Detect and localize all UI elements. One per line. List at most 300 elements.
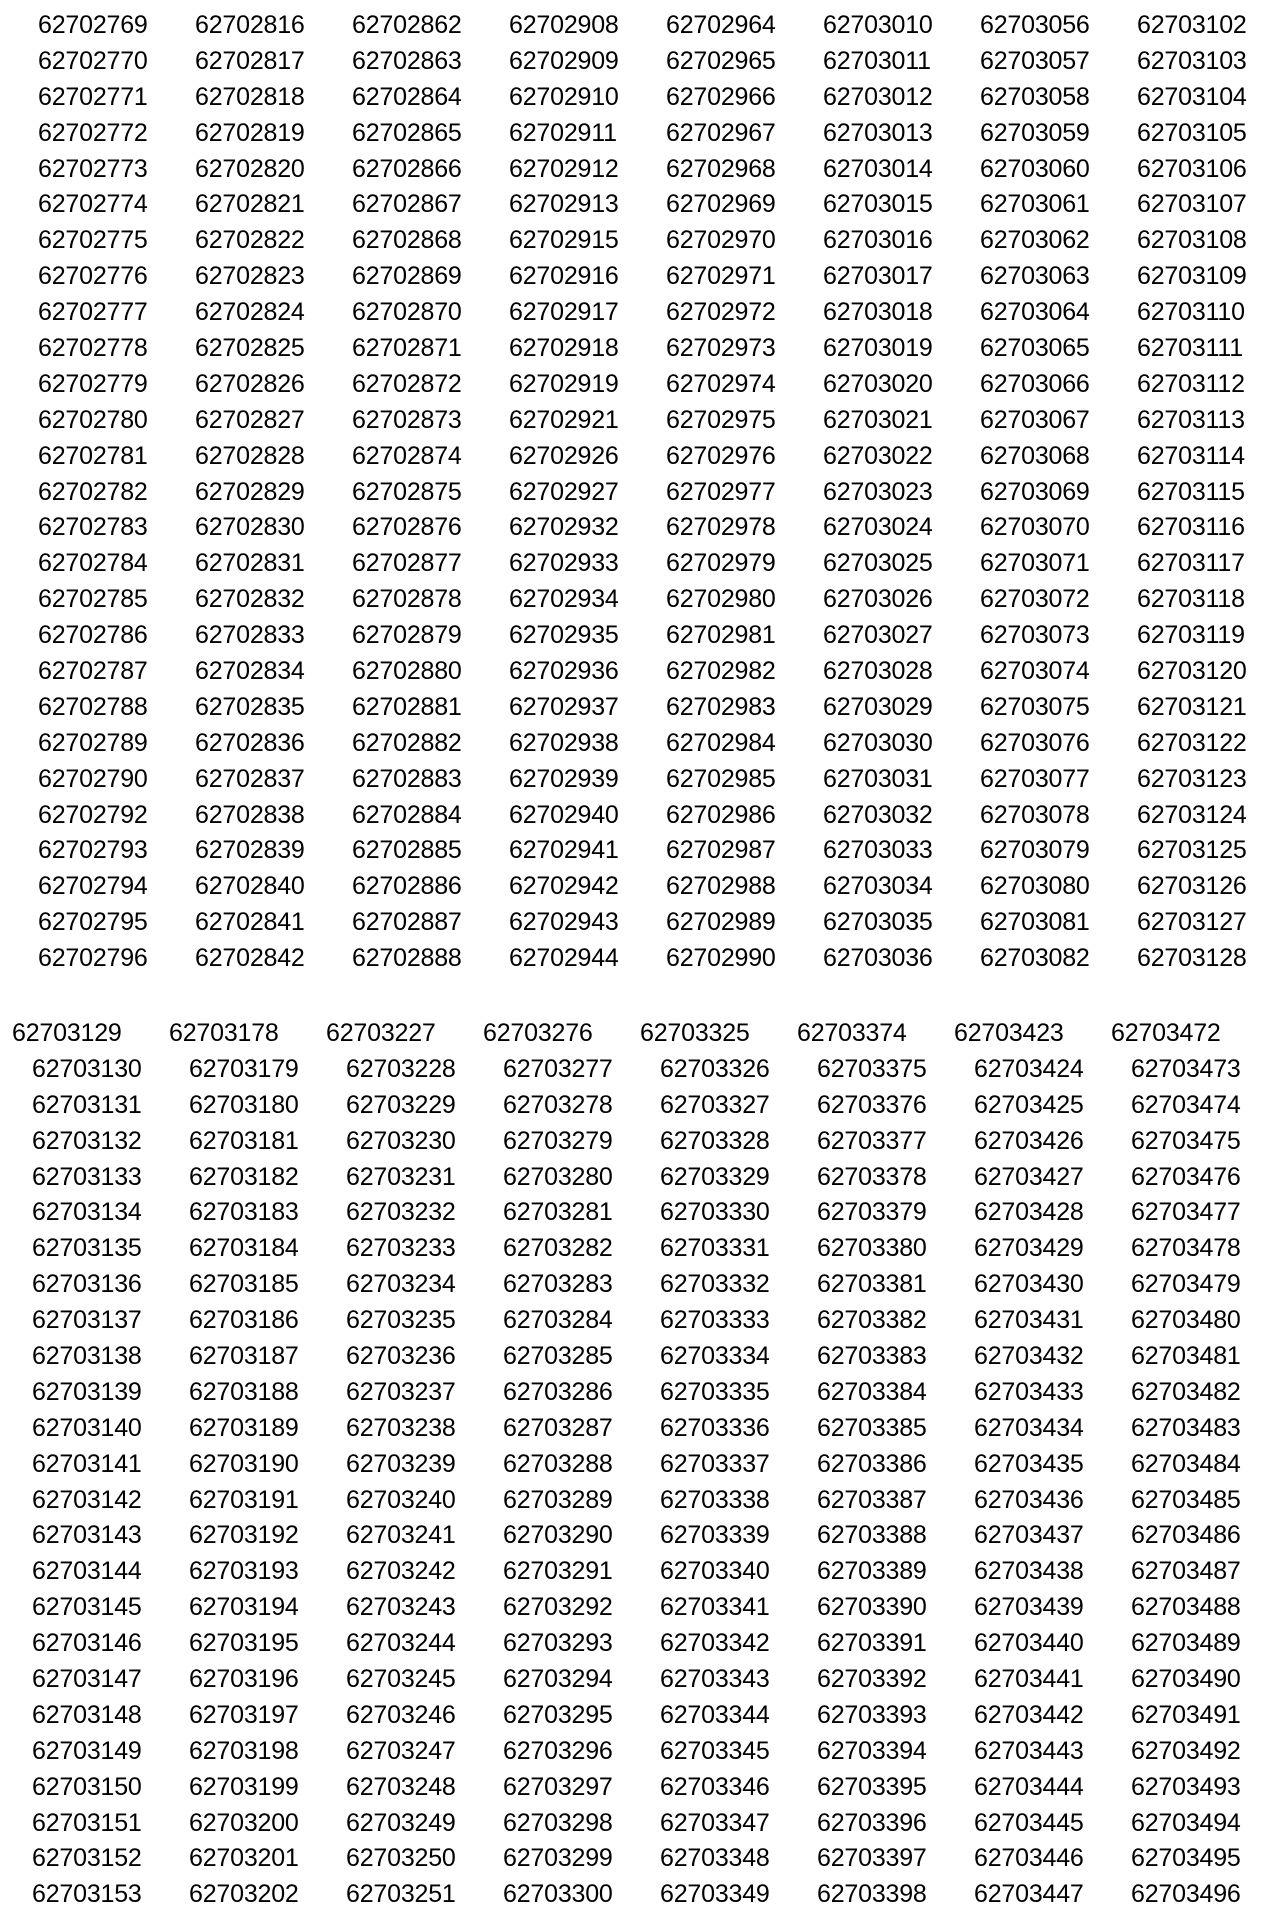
table-cell: 62703428 (974, 1198, 1084, 1227)
table-cell: 62703344 (660, 1700, 770, 1729)
table-cell: 62703229 (346, 1090, 456, 1119)
table-cell: 62703379 (817, 1198, 927, 1227)
table-cell: 62703022 (823, 441, 933, 470)
table-cell: 62702882 (352, 728, 462, 757)
table-row (0, 726, 1280, 762)
table-cell: 62703197 (189, 1700, 299, 1729)
table-cell: 62703283 (503, 1270, 613, 1299)
table-cell: 62702879 (352, 621, 462, 650)
table-cell: 62703425 (974, 1090, 1084, 1119)
table-cell: 62702981 (666, 621, 776, 650)
table-cell: 62703439 (974, 1593, 1084, 1622)
table-cell: 62703244 (346, 1629, 456, 1658)
table-cell: 62703134 (32, 1198, 142, 1227)
table-cell: 62703298 (503, 1808, 613, 1837)
table-cell: 62703141 (32, 1449, 142, 1478)
table-cell: 62703296 (503, 1736, 613, 1765)
table-cell: 62703279 (503, 1126, 613, 1155)
table-cell: 62702881 (352, 692, 462, 721)
table-cell: 62703382 (817, 1306, 927, 1335)
table-cell: 62703142 (32, 1485, 142, 1514)
header-cell: 62703325 (640, 1019, 750, 1047)
table-cell: 62703062 (980, 226, 1090, 255)
header-cell: 62702908 (509, 11, 619, 39)
table-cell: 62702825 (195, 334, 305, 363)
table-row (0, 1554, 1280, 1590)
table-cell: 62702911 (509, 118, 617, 147)
table-row (0, 223, 1280, 259)
table-cell: 62703289 (503, 1485, 613, 1514)
table-row (0, 618, 1280, 654)
table-row (0, 1483, 1280, 1519)
table-cell: 62702969 (666, 190, 776, 219)
table-cell: 62703287 (503, 1413, 613, 1442)
table-cell: 62703345 (660, 1736, 770, 1765)
table-row (0, 1841, 1280, 1877)
table-cell: 62703073 (980, 621, 1090, 650)
table-cell: 62703121 (1137, 692, 1247, 721)
table-cell: 62702987 (666, 836, 776, 865)
table-cell: 62703195 (189, 1629, 299, 1658)
table-cell: 62702772 (38, 118, 148, 147)
table-cell: 62702842 (195, 944, 305, 973)
table-cell: 62703248 (346, 1772, 456, 1801)
table-cell: 62703031 (823, 764, 933, 793)
table-cell: 62702878 (352, 585, 462, 614)
table-cell: 62703025 (823, 549, 933, 578)
table-cell: 62703021 (823, 405, 933, 434)
table-cell: 62702831 (195, 549, 305, 578)
table-cell: 62702790 (38, 764, 148, 793)
table-cell: 62703477 (1131, 1198, 1241, 1227)
table-cell: 62702789 (38, 728, 148, 757)
table-cell: 62702933 (509, 549, 619, 578)
table-cell: 62702985 (666, 764, 776, 793)
table-cell: 62703290 (503, 1521, 613, 1550)
table-cell: 62702986 (666, 800, 776, 829)
table-cell: 62702771 (38, 82, 148, 111)
table-cell: 62702940 (509, 800, 619, 829)
table-cell: 62702841 (195, 908, 305, 937)
table-cell: 62703190 (189, 1449, 299, 1478)
table-cell: 62703067 (980, 405, 1090, 434)
table-row (0, 1662, 1280, 1698)
table-cell: 62703378 (817, 1162, 927, 1191)
table-cell: 62703057 (980, 46, 1090, 75)
table-cell: 62703235 (346, 1306, 456, 1335)
table-cell: 62703489 (1131, 1629, 1241, 1658)
table-cell: 62703104 (1137, 82, 1247, 111)
table-cell: 62703326 (660, 1054, 770, 1083)
table-cell: 62703480 (1131, 1306, 1241, 1335)
table-cell: 62702877 (352, 549, 462, 578)
table-cell: 62703478 (1131, 1234, 1241, 1263)
table-cell: 62703251 (346, 1880, 456, 1909)
table-cell: 62702786 (38, 621, 148, 650)
table-cell: 62703027 (823, 621, 933, 650)
table-cell: 62703196 (189, 1665, 299, 1694)
table-cell: 62703431 (974, 1306, 1084, 1335)
table-cell: 62703079 (980, 836, 1090, 865)
table-cell: 62702840 (195, 872, 305, 901)
table-cell: 62703346 (660, 1772, 770, 1801)
table-row (0, 1267, 1280, 1303)
table-cell: 62703438 (974, 1557, 1084, 1586)
table-row (0, 187, 1280, 223)
table-cell: 62703153 (32, 1880, 142, 1909)
table-cell: 62703237 (346, 1377, 456, 1406)
table-cell: 62702869 (352, 262, 462, 291)
table-cell: 62703059 (980, 118, 1090, 147)
table-cell: 62703140 (32, 1413, 142, 1442)
table-cell: 62703377 (817, 1126, 927, 1155)
table-cell: 62703327 (660, 1090, 770, 1119)
table-cell: 62703340 (660, 1557, 770, 1586)
table-cell: 62702983 (666, 692, 776, 721)
table-cell: 62702783 (38, 513, 148, 542)
table-cell: 62702867 (352, 190, 462, 219)
table-cell: 62703389 (817, 1557, 927, 1586)
table-row (0, 941, 1280, 977)
table-cell: 62703294 (503, 1665, 613, 1694)
table-cell: 62703078 (980, 800, 1090, 829)
table-cell: 62703381 (817, 1270, 927, 1299)
table-cell: 62702943 (509, 908, 619, 937)
table-row (0, 690, 1280, 726)
table-cell: 62702970 (666, 226, 776, 255)
table-cell: 62702788 (38, 692, 148, 721)
table-cell: 62703390 (817, 1593, 927, 1622)
table-cell: 62703103 (1137, 46, 1247, 75)
table-cell: 62703495 (1131, 1844, 1241, 1873)
table-row (0, 582, 1280, 618)
header-cell: 62703129 (12, 1019, 122, 1047)
table-cell: 62703015 (823, 190, 933, 219)
table-cell: 62702828 (195, 441, 305, 470)
table-cell: 62702866 (352, 154, 462, 183)
table-cell: 62703482 (1131, 1377, 1241, 1406)
table-cell: 62703080 (980, 872, 1090, 901)
table-cell: 62703181 (189, 1126, 299, 1155)
header-cell: 62702862 (352, 11, 462, 39)
table-cell: 62702990 (666, 944, 776, 973)
table-cell: 62703060 (980, 154, 1090, 183)
table-cell: 62702919 (509, 369, 619, 398)
table-cell: 62703440 (974, 1629, 1084, 1658)
table-row (0, 1195, 1280, 1231)
table-cell: 62703069 (980, 477, 1090, 506)
table-cell: 62702978 (666, 513, 776, 542)
table-cell: 62702875 (352, 477, 462, 506)
table-cell: 62702934 (509, 585, 619, 614)
table-cell: 62702820 (195, 154, 305, 183)
table-cell: 62702976 (666, 441, 776, 470)
table-cell: 62702968 (666, 154, 776, 183)
table-cell: 62702988 (666, 872, 776, 901)
table-cell: 62702971 (666, 262, 776, 291)
table-row (0, 1806, 1280, 1842)
table-cell: 62703137 (32, 1306, 142, 1335)
table-cell: 62702779 (38, 369, 148, 398)
table-cell: 62702794 (38, 872, 148, 901)
table-cell: 62703020 (823, 369, 933, 398)
table-cell: 62702787 (38, 657, 148, 686)
table-cell: 62703333 (660, 1306, 770, 1335)
table-cell: 62702885 (352, 836, 462, 865)
table-row (0, 762, 1280, 798)
table-cell: 62703332 (660, 1270, 770, 1299)
table-cell: 62702834 (195, 657, 305, 686)
table-cell: 62702941 (509, 836, 619, 865)
table-cell: 62703494 (1131, 1808, 1241, 1837)
table-cell: 62703492 (1131, 1736, 1241, 1765)
table-cell: 62703426 (974, 1126, 1084, 1155)
table-cell: 62703200 (189, 1808, 299, 1837)
table-cell: 62703058 (980, 82, 1090, 111)
table-cell: 62702880 (352, 657, 462, 686)
header-cell: 62702816 (195, 11, 305, 39)
header-cell: 62703227 (326, 1019, 436, 1047)
table-cell: 62703033 (823, 836, 933, 865)
header-cell: 62703102 (1137, 11, 1247, 39)
table-cell: 62703013 (823, 118, 933, 147)
table-cell: 62703491 (1131, 1700, 1241, 1729)
table-cell: 62702932 (509, 513, 619, 542)
table-cell: 62703242 (346, 1557, 456, 1586)
table-row (0, 367, 1280, 403)
table-row (0, 1626, 1280, 1662)
table-cell: 62703247 (346, 1736, 456, 1765)
table-cell: 62703061 (980, 190, 1090, 219)
table-cell: 62703152 (32, 1844, 142, 1873)
table-cell: 62703183 (189, 1198, 299, 1227)
table-cell: 62702888 (352, 944, 462, 973)
table-cell: 62702792 (38, 800, 148, 829)
table-cell: 62702982 (666, 657, 776, 686)
table-cell: 62703335 (660, 1377, 770, 1406)
table-cell: 62703191 (189, 1485, 299, 1514)
table-cell: 62703186 (189, 1306, 299, 1335)
header-cell: 62703423 (954, 1019, 1064, 1047)
table-cell: 62702826 (195, 369, 305, 398)
table-row (0, 259, 1280, 295)
table-row (0, 1411, 1280, 1447)
table-cell: 62703473 (1131, 1054, 1241, 1083)
table-cell: 62703341 (660, 1593, 770, 1622)
table-cell: 62703138 (32, 1342, 142, 1371)
table-cell: 62703444 (974, 1772, 1084, 1801)
table-cell: 62703232 (346, 1198, 456, 1227)
table-cell: 62702776 (38, 262, 148, 291)
table-cell: 62703114 (1137, 441, 1245, 470)
table-cell: 62703106 (1137, 154, 1247, 183)
table-cell: 62702782 (38, 477, 148, 506)
table-cell: 62703202 (189, 1880, 299, 1909)
header-row (0, 8, 1280, 44)
table-cell: 62703105 (1137, 118, 1247, 147)
table-cell: 62703128 (1137, 944, 1247, 973)
table-cell: 62703036 (823, 944, 933, 973)
table-cell: 62703146 (32, 1629, 142, 1658)
table-cell: 62702967 (666, 118, 776, 147)
table-cell: 62703386 (817, 1449, 927, 1478)
header-cell: 62703056 (980, 11, 1090, 39)
table-cell: 62703239 (346, 1449, 456, 1478)
table-cell: 62703288 (503, 1449, 613, 1478)
table-cell: 62703236 (346, 1342, 456, 1371)
table-cell: 62703384 (817, 1377, 927, 1406)
table-cell: 62703278 (503, 1090, 613, 1119)
table-cell: 62703487 (1131, 1557, 1241, 1586)
table-cell: 62702984 (666, 728, 776, 757)
table-cell: 62703076 (980, 728, 1090, 757)
table-cell: 62703148 (32, 1700, 142, 1729)
table-cell: 62703198 (189, 1736, 299, 1765)
table-cell: 62702796 (38, 944, 148, 973)
table-cell: 62703436 (974, 1485, 1084, 1514)
table-row (0, 1052, 1280, 1088)
table-cell: 62703066 (980, 369, 1090, 398)
number-table-block-1 (0, 8, 1280, 977)
table-cell: 62703188 (189, 1377, 299, 1406)
table-cell: 62703295 (503, 1700, 613, 1729)
table-cell: 62703297 (503, 1772, 613, 1801)
table-cell: 62703481 (1131, 1342, 1241, 1371)
table-cell: 62703030 (823, 728, 933, 757)
table-cell: 62703019 (823, 334, 933, 363)
table-cell: 62703111 (1137, 334, 1243, 363)
table-cell: 62703139 (32, 1377, 142, 1406)
table-cell: 62703250 (346, 1844, 456, 1873)
table-cell: 62702824 (195, 298, 305, 327)
table-cell: 62702887 (352, 908, 462, 937)
table-cell: 62703385 (817, 1413, 927, 1442)
table-cell: 62703116 (1137, 513, 1245, 542)
table-cell: 62703334 (660, 1342, 770, 1371)
table-cell: 62703443 (974, 1736, 1084, 1765)
table-cell: 62703144 (32, 1557, 142, 1586)
table-cell: 62703185 (189, 1270, 299, 1299)
table-row (0, 1877, 1280, 1913)
table-cell: 62703280 (503, 1162, 613, 1191)
table-cell: 62702785 (38, 585, 148, 614)
table-cell: 62703286 (503, 1377, 613, 1406)
table-cell: 62703427 (974, 1162, 1084, 1191)
table-cell: 62703026 (823, 585, 933, 614)
table-cell: 62703240 (346, 1485, 456, 1514)
table-row (0, 510, 1280, 546)
table-cell: 62703488 (1131, 1593, 1241, 1622)
table-cell: 62702829 (195, 477, 305, 506)
table-cell: 62703383 (817, 1342, 927, 1371)
table-cell: 62702884 (352, 800, 462, 829)
table-cell: 62703135 (32, 1234, 142, 1263)
table-row (0, 475, 1280, 511)
table-cell: 62703238 (346, 1413, 456, 1442)
table-cell: 62703014 (823, 154, 933, 183)
table-cell: 62703029 (823, 692, 933, 721)
table-cell: 62703447 (974, 1880, 1084, 1909)
table-cell: 62703145 (32, 1593, 142, 1622)
table-row (0, 798, 1280, 834)
table-cell: 62702916 (509, 262, 619, 291)
table-cell: 62703475 (1131, 1126, 1241, 1155)
table-row (0, 80, 1280, 116)
table-cell: 62703131 (32, 1090, 142, 1119)
table-cell: 62703133 (32, 1162, 142, 1191)
table-cell: 62702917 (509, 298, 619, 327)
table-cell: 62703187 (189, 1342, 299, 1371)
table-cell: 62703432 (974, 1342, 1084, 1371)
table-row (0, 1770, 1280, 1806)
table-cell: 62703429 (974, 1234, 1084, 1263)
table-row (0, 403, 1280, 439)
table-cell: 62703388 (817, 1521, 927, 1550)
table-cell: 62703081 (980, 908, 1090, 937)
table-cell: 62703112 (1137, 369, 1245, 398)
table-cell: 62703281 (503, 1198, 613, 1227)
table-cell: 62702774 (38, 190, 148, 219)
table-cell: 62703233 (346, 1234, 456, 1263)
table-cell: 62703180 (189, 1090, 299, 1119)
table-cell: 62703118 (1137, 585, 1245, 614)
table-cell: 62703122 (1137, 728, 1247, 757)
table-row (0, 1375, 1280, 1411)
table-cell: 62703293 (503, 1629, 613, 1658)
table-cell: 62703143 (32, 1521, 142, 1550)
table-cell: 62703150 (32, 1772, 142, 1801)
table-cell: 62703343 (660, 1665, 770, 1694)
table-cell: 62702972 (666, 298, 776, 327)
table-cell: 62703441 (974, 1665, 1084, 1694)
table-cell: 62702864 (352, 82, 462, 111)
table-row (0, 1447, 1280, 1483)
table-cell: 62703023 (823, 477, 933, 506)
table-cell: 62703329 (660, 1162, 770, 1191)
table-row (0, 439, 1280, 475)
table-row (0, 1124, 1280, 1160)
table-cell: 62702773 (38, 154, 148, 183)
table-cell: 62703192 (189, 1521, 299, 1550)
table-cell: 62703486 (1131, 1521, 1241, 1550)
table-row (0, 1231, 1280, 1267)
table-cell: 62703018 (823, 298, 933, 327)
table-cell: 62702989 (666, 908, 776, 937)
table-cell: 62703398 (817, 1880, 927, 1909)
table-cell: 62703339 (660, 1521, 770, 1550)
table-cell: 62702980 (666, 585, 776, 614)
table-cell: 62703074 (980, 657, 1090, 686)
table-row (0, 1590, 1280, 1626)
table-cell: 62702965 (666, 46, 776, 75)
table-cell: 62703282 (503, 1234, 613, 1263)
table-cell: 62703300 (503, 1880, 613, 1909)
table-cell: 62703199 (189, 1772, 299, 1801)
table-cell: 62703435 (974, 1449, 1084, 1478)
table-cell: 62703434 (974, 1413, 1084, 1442)
table-cell: 62703194 (189, 1593, 299, 1622)
table-row (0, 1339, 1280, 1375)
table-cell: 62703336 (660, 1413, 770, 1442)
table-cell: 62703107 (1137, 190, 1247, 219)
table-cell: 62702979 (666, 549, 776, 578)
table-cell: 62702966 (666, 82, 776, 111)
table-cell: 62703328 (660, 1126, 770, 1155)
table-cell: 62702935 (509, 621, 619, 650)
table-cell: 62702871 (352, 334, 462, 363)
table-cell: 62702915 (509, 226, 619, 255)
table-cell: 62702910 (509, 82, 619, 111)
